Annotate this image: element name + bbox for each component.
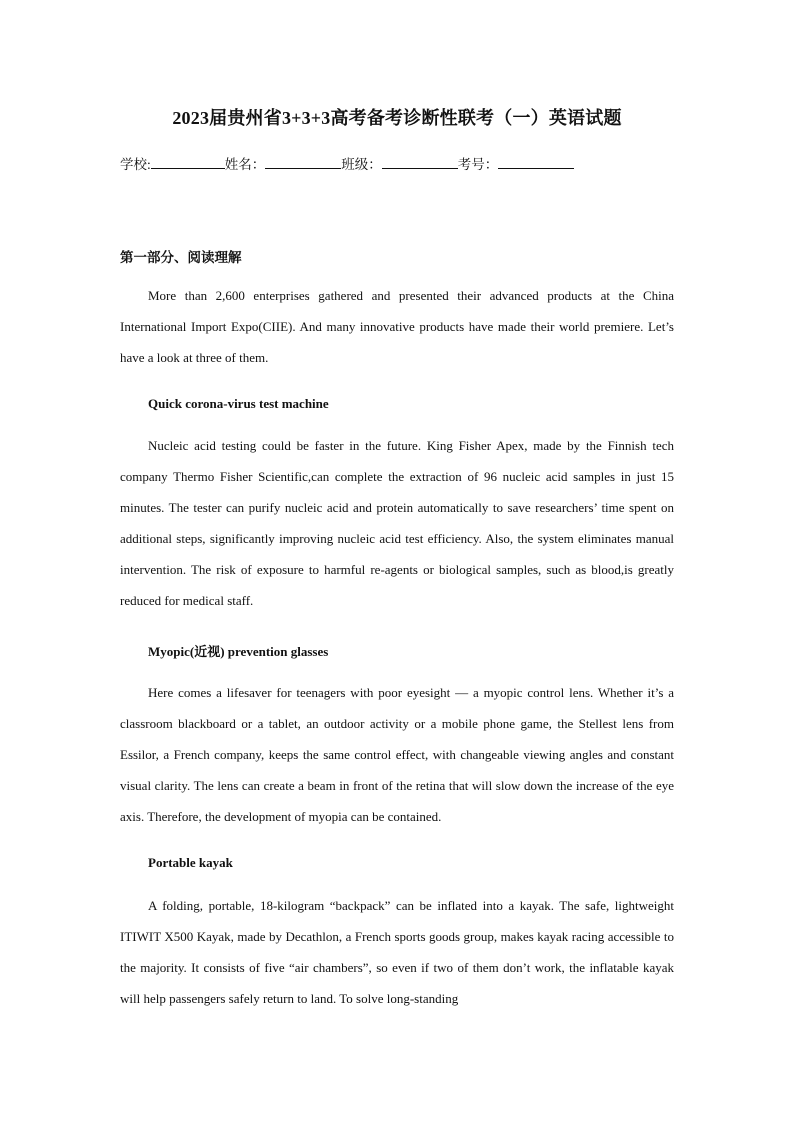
name-blank bbox=[265, 154, 341, 169]
school-blank bbox=[151, 154, 225, 169]
page-title: 2023届贵州省3+3+3高考备考诊断性联考（一）英语试题 bbox=[172, 108, 622, 128]
item-heading: Myopic(近视) prevention glasses bbox=[148, 644, 329, 659]
exam-number-blank bbox=[498, 154, 574, 169]
exam-number-label: 考号： bbox=[457, 157, 499, 172]
student-info-line bbox=[120, 153, 574, 173]
item-body: A folding, portable, 18-kilogram “backpack” can be inflated into a kayak. The safe, lightweight ITIWIT X500 Kayak, made by Decathlon, a French sports goods group, makes kayak racing accessible to the majority. It consists of five “air chambers”, so even if two of them don’t work, the inflatable kayak will help passengers safely return to land. To solve long-standing bbox=[120, 898, 674, 1006]
item-heading: Portable kayak bbox=[148, 855, 233, 870]
item-heading: Quick corona-virus test machine bbox=[148, 396, 329, 411]
section-title: 第一部分、阅读理解 bbox=[120, 250, 242, 265]
item-body: Nucleic acid testing could be faster in the future. King Fisher Apex, made by the Finnish tech company Thermo Fisher Scientific,can complete the extraction of 96 nucleic acid samples in just 15 minutes. The tester can purify nucleic acid and protein automatically to save researchers’ time spent on additional steps, significantly improving nucleic acid test efficiency. Also, the system eliminates manual intervention. The risk of exposure to harmful re-agents or biological samples, such as blood,is greatly reduced for medical staff. bbox=[120, 438, 674, 608]
item-body: Here comes a lifesaver for teenagers with poor eyesight — a myopic control lens. Whether it’s a classroom blackboard or a tablet, an outdoor activity or a mobile phone game, the Stellest lens from Essilor, a French company, keeps the same control effect, with changeable viewing angles and constant visual clarity. The lens can create a beam in front of the retina that will slow down the increase of the eye axis. Therefore, the development of myopia can be contained. bbox=[120, 685, 674, 824]
school-label: 学校: bbox=[120, 157, 151, 172]
name-label: 姓名： bbox=[224, 157, 266, 172]
class-blank bbox=[382, 154, 458, 169]
class-label: 班级： bbox=[341, 157, 382, 172]
intro-paragraph: More than 2,600 enterprises gathered and presented their advanced products at the China International Import Expo(CIIE). And many innovative products have made their world premiere. Let’s have a look at three of them. bbox=[120, 288, 674, 365]
